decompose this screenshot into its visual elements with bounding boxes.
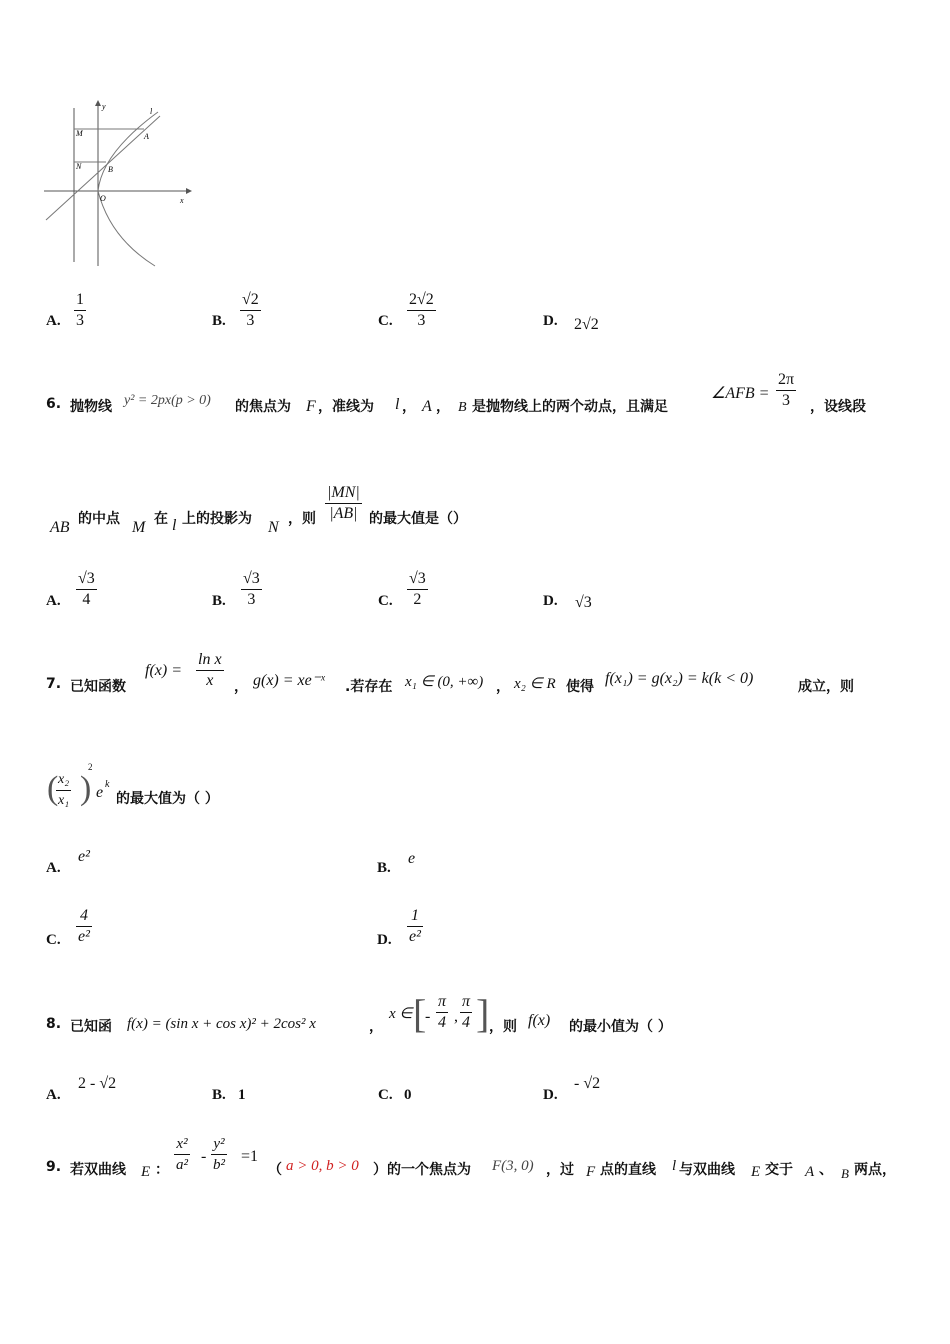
- q6-M: M: [132, 519, 146, 536]
- q7-expr-e: e: [96, 784, 104, 801]
- denominator: 3: [417, 312, 426, 329]
- denominator: 3: [247, 591, 256, 608]
- q8-option-b-letter[interactable]: B.: [212, 1087, 226, 1103]
- q5-option-d-letter[interactable]: D.: [543, 313, 558, 329]
- label-A: A: [144, 132, 149, 141]
- q7-equation: f(x₁) = g(x₂) = k(k < 0): [605, 670, 754, 687]
- q9-l: l: [672, 1158, 677, 1174]
- q8-option-c-letter[interactable]: C.: [378, 1087, 393, 1103]
- q6-option-a-value: [76, 569, 97, 610]
- q9-number: 9.: [46, 1159, 62, 1175]
- q6-text: 抛物线: [70, 399, 112, 415]
- q9-A: A: [805, 1164, 815, 1180]
- q9-condition: a > 0, b > 0: [286, 1158, 359, 1174]
- denominator: x: [206, 672, 214, 689]
- q6-N: N: [268, 519, 279, 536]
- q8-domain-sign: -: [425, 1008, 431, 1025]
- denominator: e²: [78, 928, 90, 945]
- q6-option-b-value: [241, 569, 262, 610]
- q6-ratio: [325, 483, 362, 524]
- q9-text: 若双曲线: [70, 1162, 126, 1178]
- q7-option-d-letter[interactable]: D.: [377, 932, 392, 948]
- q6-option-c-letter[interactable]: C.: [378, 593, 393, 609]
- numerator: √3: [241, 569, 262, 590]
- q7-expr-k: k: [105, 779, 110, 790]
- q6-text: ，准线为: [318, 399, 374, 415]
- q7-option-a-value: e²: [78, 848, 90, 865]
- denominator: 2: [413, 591, 422, 608]
- label-B: B: [108, 165, 113, 174]
- numerator: y²: [211, 1134, 227, 1155]
- line-l: [46, 116, 160, 220]
- q8-domain-low: [436, 992, 448, 1033]
- denominator: 4: [438, 1014, 446, 1031]
- numerator: π: [460, 992, 472, 1013]
- denominator: 3: [76, 312, 84, 329]
- q7-text: ，: [496, 679, 510, 695]
- q7-x2-domain: x₂ ∈ R: [514, 676, 556, 692]
- q9-text: 与双曲线: [679, 1162, 735, 1178]
- q5-option-c-value: [407, 290, 436, 331]
- q9-B: B: [841, 1166, 849, 1181]
- q7-option-a-letter[interactable]: A.: [46, 860, 61, 876]
- q7-text: 成立，则: [798, 679, 854, 695]
- parabola-curve: [98, 112, 158, 266]
- q7-option-b-value: e: [408, 850, 416, 867]
- numerator: ln x: [196, 650, 224, 671]
- parabola-figure: [40, 98, 200, 270]
- q9-text: ：: [155, 1162, 169, 1178]
- q6-A: A: [422, 398, 432, 415]
- q8-text: 已知函: [70, 1019, 112, 1035]
- numerator: 2π: [776, 370, 796, 391]
- q7-expr-fraction: [56, 770, 71, 811]
- q6-option-d-letter[interactable]: D.: [543, 593, 558, 609]
- q7-option-c-value: [76, 906, 92, 947]
- q9-text: （: [268, 1162, 282, 1178]
- q7-option-d-value: [407, 906, 423, 947]
- left-bracket: [: [413, 991, 427, 1036]
- q7-text: 的最大值为（ ）: [116, 791, 219, 807]
- q7-option-c-letter[interactable]: C.: [46, 932, 61, 948]
- q7-f-lhs: f(x) =: [145, 662, 182, 679]
- q9-text: ）的一个焦点为: [373, 1162, 471, 1178]
- q6-AB: AB: [50, 519, 70, 536]
- q9-focus: F(3, 0): [492, 1158, 534, 1174]
- q5-option-a-value: [74, 290, 86, 331]
- q8-option-a-value: 2 - √2: [78, 1075, 117, 1092]
- q5-option-b-value: [240, 290, 261, 331]
- numerator: 2√2: [407, 290, 436, 311]
- numerator: π: [436, 992, 448, 1013]
- q9-text: 两点，: [854, 1162, 896, 1178]
- axis-label-y: y: [102, 102, 106, 111]
- q8-option-a-letter[interactable]: A.: [46, 1087, 61, 1103]
- q6-l2: l: [172, 517, 177, 534]
- q8-text: ，则: [489, 1019, 517, 1035]
- q5-option-d-value: 2√2: [574, 316, 599, 333]
- denominator: |AB|: [329, 505, 358, 522]
- label-l: l: [150, 107, 153, 116]
- q6-option-b-letter[interactable]: B.: [212, 593, 226, 609]
- q9-E2: E: [751, 1164, 761, 1180]
- q8-option-d-value: - √2: [574, 1075, 601, 1092]
- q9-text: ，过: [546, 1162, 574, 1178]
- q5-option-a-letter[interactable]: A.: [46, 313, 61, 329]
- numerator: 4: [76, 906, 92, 927]
- label-M: M: [76, 129, 83, 138]
- numerator: √3: [407, 569, 428, 590]
- denominator: 3: [782, 392, 791, 409]
- q6-l: l: [395, 396, 400, 413]
- q6-option-a-letter[interactable]: A.: [46, 593, 61, 609]
- q6-F: F: [306, 398, 316, 415]
- numerator: 1: [74, 290, 86, 311]
- q7-text: .若存在: [345, 679, 393, 695]
- x-axis-arrow: [186, 188, 192, 194]
- q6-text: 的最大值是（）: [369, 511, 467, 527]
- q5-option-b-letter[interactable]: B.: [212, 313, 226, 329]
- q8-option-c-value: 0: [404, 1087, 412, 1103]
- right-paren: ): [80, 770, 92, 807]
- q8-text: ，: [369, 1019, 383, 1035]
- numerator: √3: [76, 569, 97, 590]
- q7-option-b-letter[interactable]: B.: [377, 860, 391, 876]
- q5-option-c-letter[interactable]: C.: [378, 313, 393, 329]
- q9-y-term: [211, 1134, 227, 1175]
- q8-option-b-value: 1: [238, 1087, 246, 1103]
- numerator: x₂: [56, 770, 71, 791]
- denominator: 3: [246, 312, 255, 329]
- q7-expr-power: 2: [88, 762, 93, 772]
- q7-text: ，: [234, 679, 248, 695]
- denominator: b²: [213, 1157, 225, 1173]
- denominator: e²: [409, 928, 421, 945]
- q8-domain-lhs: x ∈: [389, 1006, 413, 1022]
- q7-number: 7.: [46, 676, 62, 692]
- q7-x1-domain: x₁ ∈ (0, +∞): [405, 674, 484, 690]
- q8-domain-high: [460, 992, 472, 1033]
- q6-number: 6.: [46, 396, 62, 412]
- q7-g: g(x) = xe⁻ˣ: [253, 672, 325, 689]
- q8-option-d-letter[interactable]: D.: [543, 1087, 558, 1103]
- q6-option-d-value: √3: [575, 594, 592, 611]
- denominator: x₁: [58, 793, 70, 808]
- q6-text: ，: [436, 399, 450, 415]
- q6-B: B: [458, 400, 467, 415]
- q7-text: 使得: [566, 679, 594, 695]
- left-paren: (: [47, 770, 59, 807]
- q7-f-fraction: [196, 650, 224, 691]
- q6-text: ，则: [288, 511, 316, 527]
- q6-angle: ∠AFB =: [711, 385, 770, 402]
- numerator: x²: [174, 1134, 190, 1155]
- origin-label: O: [100, 194, 106, 203]
- q6-text: 的中点: [78, 511, 120, 527]
- numerator: √2: [240, 290, 261, 311]
- q8-fx: f(x): [528, 1012, 551, 1029]
- q6-parabola-eq: y² = 2px(p > 0): [124, 393, 211, 408]
- q8-number: 8.: [46, 1016, 62, 1032]
- q9-equals: =1: [241, 1148, 259, 1165]
- q6-text: ，: [402, 399, 416, 415]
- q9-text: 、: [819, 1162, 833, 1178]
- comma: ,: [454, 1008, 458, 1025]
- q8-function: f(x) = (sin x + cos x)² + 2cos² x: [127, 1016, 316, 1032]
- denominator: a²: [176, 1157, 188, 1173]
- q7-text: 已知函数: [70, 679, 126, 695]
- q6-text: 在: [154, 511, 168, 527]
- q6-text: 是抛物线上的两个动点，且满足: [472, 399, 668, 415]
- q6-text: 上的投影为: [182, 511, 252, 527]
- q9-x-term: [174, 1134, 190, 1175]
- q9-minus: -: [201, 1148, 207, 1165]
- y-axis-arrow: [95, 100, 101, 106]
- q9-text: 点的直线: [600, 1162, 656, 1178]
- q6-text: ，设线段: [810, 399, 866, 415]
- q9-E: E: [141, 1164, 151, 1180]
- q9-F: F: [586, 1164, 596, 1180]
- axis-label-x: x: [180, 196, 184, 205]
- q6-option-c-value: [407, 569, 428, 610]
- denominator: 4: [462, 1014, 470, 1031]
- q8-text: 的最小值为（ ）: [569, 1019, 672, 1035]
- numerator: |MN|: [325, 483, 362, 504]
- denominator: 4: [82, 591, 91, 608]
- right-bracket: ]: [476, 991, 490, 1036]
- q9-text: 交于: [765, 1162, 793, 1178]
- numerator: 1: [407, 906, 423, 927]
- label-N: N: [76, 162, 82, 171]
- q6-angle-value: [776, 370, 796, 411]
- q6-text: 的焦点为: [235, 399, 291, 415]
